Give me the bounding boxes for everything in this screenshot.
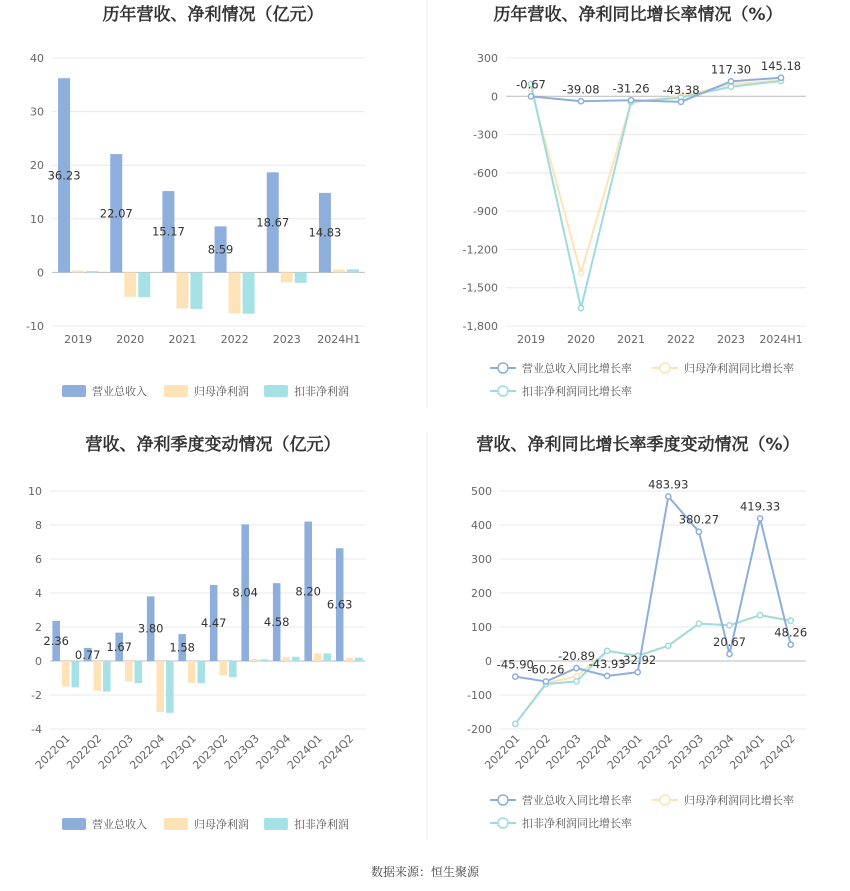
x-tick-label: 2023Q2 <box>635 731 676 772</box>
bar-deducted-profit <box>261 659 269 661</box>
x-tick-label: 2022Q3 <box>95 731 136 772</box>
bar-parent-profit <box>93 661 101 691</box>
series-point <box>728 84 733 89</box>
quarterly-amount-chart <box>28 434 365 831</box>
legend-label: 归母净利润同比增长率 <box>684 362 794 375</box>
bar-parent-profit <box>345 658 353 661</box>
y-tick-label: 300 <box>471 553 492 566</box>
data-label: 22.07 <box>99 206 133 221</box>
bar-deducted-profit <box>347 269 359 272</box>
y-tick-label: -10 <box>26 320 44 333</box>
y-tick-label: -2 <box>31 689 42 702</box>
x-tick-label: 2019 <box>517 333 545 346</box>
bar-parent-profit <box>125 661 133 681</box>
x-tick-label: 2023Q2 <box>190 731 231 772</box>
bar-deducted-profit <box>229 661 237 677</box>
bar-parent-profit <box>333 269 345 272</box>
data-label: 380.27 <box>678 512 720 527</box>
series-point <box>778 75 783 80</box>
data-label: 4.47 <box>200 616 227 631</box>
data-label: -20.89 <box>557 649 596 664</box>
series-point <box>513 674 518 679</box>
x-tick-label: 2020 <box>567 333 595 346</box>
x-tick-label: 2021 <box>168 333 197 346</box>
x-tick-label: 2020 <box>116 333 145 346</box>
chart-title: 营收、净利同比增长率季度变动情况（%） <box>476 435 800 455</box>
x-tick-label: 2023Q4 <box>253 731 294 772</box>
x-tick-label: 2022Q2 <box>64 731 105 772</box>
x-tick-label: 2024H1 <box>759 333 803 346</box>
y-tick-label: 0 <box>37 266 44 280</box>
y-tick-label: 0 <box>35 655 42 668</box>
series-point <box>628 98 633 103</box>
y-tick-label: -1,800 <box>462 320 498 333</box>
data-label: -43.38 <box>662 82 700 97</box>
series-point <box>578 306 583 311</box>
x-tick-label: 2024H1 <box>317 333 361 346</box>
data-label: 1.58 <box>169 640 195 655</box>
quarterly-growth-chart <box>467 434 807 830</box>
data-label: 1.67 <box>106 639 132 654</box>
y-tick-label: 2 <box>35 621 42 634</box>
legend-label: 扣非净利润同比增长率 <box>522 385 632 398</box>
x-tick-label: 2024Q1 <box>727 731 768 772</box>
series-point <box>574 666 579 671</box>
series-point <box>578 99 583 104</box>
legend-marker <box>498 386 508 396</box>
bar-deducted-profit <box>166 661 174 713</box>
data-label: 18.67 <box>256 215 290 230</box>
data-label: 117.30 <box>710 62 752 77</box>
x-tick-label: 2024Q2 <box>316 731 357 772</box>
bar-deducted-profit <box>103 661 111 692</box>
series-point <box>696 621 701 626</box>
data-source: 数据来源：恒生聚源 <box>370 865 480 879</box>
data-label: -60.26 <box>527 662 565 677</box>
data-label: 36.23 <box>47 168 81 183</box>
y-tick-label: 10 <box>30 212 44 226</box>
annual-amount-chart <box>26 4 365 398</box>
x-tick-label: 2023Q3 <box>221 731 262 772</box>
series-point <box>578 270 583 275</box>
series-point <box>528 94 533 99</box>
legend-label: 营业总收入 <box>92 385 147 398</box>
legend-label: 扣非净利润同比增长率 <box>522 817 632 830</box>
y-tick-label: 8 <box>35 519 42 532</box>
series-point <box>666 643 671 648</box>
y-tick-label: -900 <box>473 205 498 219</box>
data-label: -39.08 <box>562 82 600 97</box>
bar-deducted-profit <box>135 661 143 683</box>
bar-parent-profit <box>188 661 196 683</box>
x-tick-label: 2022Q2 <box>512 731 554 772</box>
x-tick-label: 2023 <box>272 333 301 346</box>
y-tick-label: 300 <box>477 52 498 65</box>
y-tick-label: 4 <box>35 587 42 600</box>
series-point <box>513 721 518 726</box>
data-label: -32.92 <box>619 653 657 668</box>
data-label: 14.83 <box>308 225 342 240</box>
y-tick-label: 400 <box>471 519 492 532</box>
y-tick-label: 20 <box>30 159 44 173</box>
x-tick-label: 2023Q1 <box>604 731 645 772</box>
data-label: -45.90 <box>496 657 534 672</box>
data-label: -43.93 <box>588 656 626 671</box>
chart-title: 营收、净利季度变动情况（亿元） <box>85 435 341 455</box>
y-tick-label: -600 <box>473 166 498 180</box>
legend-swatch <box>264 818 288 830</box>
data-label: -0.67 <box>516 77 546 92</box>
x-tick-label: 2023Q1 <box>158 731 199 772</box>
y-tick-label: -1,200 <box>462 243 498 257</box>
series-point <box>728 79 733 84</box>
legend-label: 归母净利润 <box>194 818 249 831</box>
y-tick-label: 6 <box>35 553 42 566</box>
series-point <box>788 642 793 647</box>
legend-swatch <box>62 385 86 397</box>
legend-label: 扣非净利润 <box>294 818 349 831</box>
legend-label: 扣非净利润 <box>294 385 349 398</box>
series-point <box>788 618 793 623</box>
series-point <box>678 99 683 104</box>
x-tick-label: 2023Q4 <box>696 731 737 772</box>
y-tick-label: -1,500 <box>462 281 498 295</box>
data-label: 419.33 <box>739 499 781 514</box>
x-tick-label: 2022 <box>220 333 249 346</box>
legend-label: 营业总收入 <box>92 818 147 831</box>
y-tick-label: 30 <box>30 105 44 119</box>
legend-label: 归母净利润 <box>194 385 249 398</box>
bar-parent-profit <box>176 272 188 308</box>
bar-parent-profit <box>281 272 293 282</box>
legend-label: 营业总收入同比增长率 <box>522 794 632 807</box>
data-label: 6.63 <box>326 597 353 612</box>
bar-deducted-profit <box>190 272 202 309</box>
y-tick-label: 500 <box>471 485 492 498</box>
series-point <box>696 529 701 534</box>
legend-label: 营业总收入同比增长率 <box>522 362 632 375</box>
x-tick-label: 2024Q1 <box>284 731 325 772</box>
data-label: 8.20 <box>295 584 321 599</box>
bar-parent-profit <box>251 659 259 661</box>
x-tick-label: 2024Q2 <box>757 731 798 772</box>
series-point <box>727 651 732 656</box>
x-tick-label: 2021 <box>617 333 645 346</box>
chart-title: 历年营收、净利情况（亿元） <box>102 5 324 25</box>
bar-parent-profit <box>219 661 227 675</box>
bar-parent-profit <box>124 272 136 296</box>
data-label: 483.93 <box>648 477 689 492</box>
series-point <box>666 494 671 499</box>
bar-deducted-profit <box>86 271 98 272</box>
chart-title: 历年营收、净利同比增长率情况（%） <box>493 5 783 25</box>
series-point <box>758 613 763 618</box>
bar-deducted-profit <box>72 661 80 687</box>
legend-label: 归母净利润同比增长率 <box>684 794 794 807</box>
data-label: -31.26 <box>612 81 650 96</box>
bar-parent-profit <box>314 653 322 661</box>
legend-marker <box>498 795 508 805</box>
series-line-2 <box>531 81 781 308</box>
data-label: 145.18 <box>760 58 802 73</box>
data-label: 48.26 <box>774 625 808 640</box>
y-tick-label: -200 <box>467 723 492 736</box>
series-point <box>635 670 640 675</box>
y-tick-label: -100 <box>467 689 492 702</box>
x-tick-label: 2022Q1 <box>32 731 73 772</box>
bar-deducted-profit <box>324 653 332 661</box>
data-label: 8.59 <box>207 242 234 257</box>
bar-deducted-profit <box>243 272 255 313</box>
bar-deducted-profit <box>355 658 363 661</box>
bar-parent-profit <box>62 661 70 687</box>
legend-swatch <box>264 385 288 397</box>
x-tick-label: 2022Q1 <box>482 731 523 772</box>
legend-marker <box>660 363 670 373</box>
x-tick-label: 2019 <box>64 333 93 346</box>
x-tick-label: 2023Q3 <box>665 731 707 772</box>
legend-swatch <box>164 818 188 830</box>
y-tick-label: 0 <box>491 90 498 104</box>
legend-marker <box>660 795 670 805</box>
bar-parent-profit <box>229 272 241 313</box>
data-label: 15.17 <box>151 224 185 239</box>
data-label: 0.77 <box>74 648 101 662</box>
y-tick-label: 0 <box>485 655 492 668</box>
x-tick-label: 2023 <box>717 333 745 346</box>
y-tick-label: 200 <box>471 587 492 600</box>
bar-deducted-profit <box>292 657 300 661</box>
series-point <box>605 648 610 653</box>
bar-parent-profit <box>156 661 164 712</box>
bar-parent-profit <box>282 657 290 661</box>
data-label: 3.80 <box>137 621 164 636</box>
data-label: 20.67 <box>713 634 746 649</box>
series-point <box>605 673 610 678</box>
series-point <box>574 679 579 684</box>
bar-deducted-profit <box>295 272 307 282</box>
series-point <box>543 679 548 684</box>
y-tick-label: -300 <box>473 128 498 142</box>
data-label: 4.58 <box>263 615 290 630</box>
series-point <box>727 623 732 628</box>
data-label: 2.36 <box>43 633 69 648</box>
legend-swatch <box>164 385 188 397</box>
x-tick-label: 2022Q3 <box>543 731 584 772</box>
y-tick-label: 40 <box>30 52 44 65</box>
bar-deducted-profit <box>138 272 150 297</box>
y-tick-label: 10 <box>28 485 42 498</box>
x-tick-label: 2022 <box>667 333 695 346</box>
bar-deducted-profit <box>198 661 206 683</box>
legend-marker <box>498 818 508 828</box>
data-label: 8.04 <box>232 585 258 600</box>
y-tick-label: 100 <box>471 621 492 634</box>
x-tick-label: 2022Q4 <box>574 731 615 772</box>
bar-parent-profit <box>72 271 84 273</box>
legend-swatch <box>62 818 86 830</box>
annual-growth-chart <box>463 4 806 398</box>
x-tick-label: 2022Q4 <box>127 731 168 772</box>
series-point <box>758 516 763 521</box>
y-tick-label: -4 <box>31 723 42 736</box>
legend-marker <box>498 363 508 373</box>
series-line-1 <box>531 80 781 273</box>
